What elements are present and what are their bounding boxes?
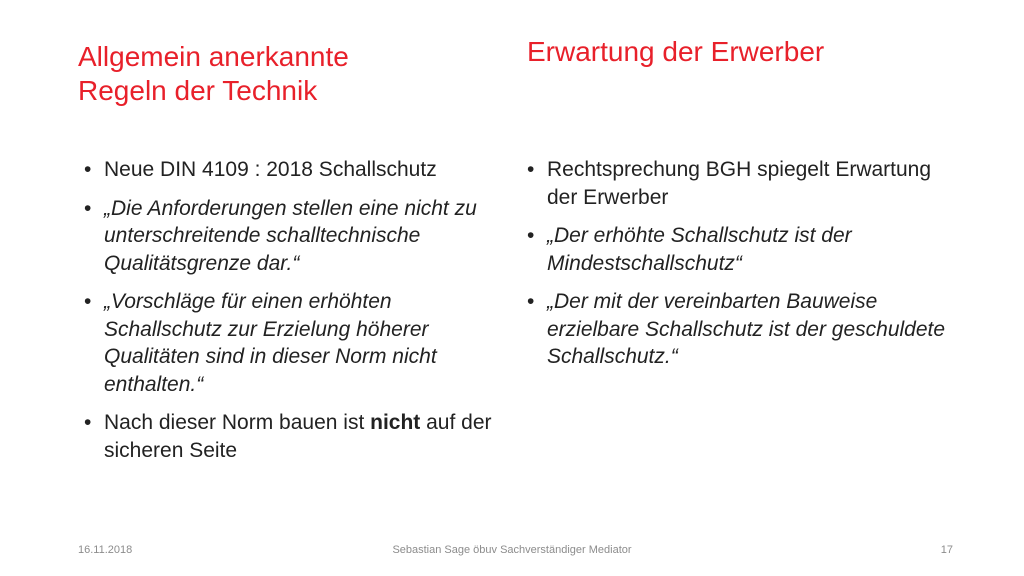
bullet-text: „Vorschläge für einen erhöhten Schallschutz zur Erzielung höherer Qualitäten sind in dieser Norm nicht enthalten.“ <box>104 290 437 396</box>
left-heading-line-1: Allgemein anerkannte <box>78 41 349 72</box>
bullet-text <box>104 411 492 462</box>
list-item <box>527 156 947 211</box>
bullet-icon: • <box>527 224 535 247</box>
left-column <box>84 156 504 475</box>
bullet-text: Rechtsprechung BGH spiegelt Erwartung der Erwerber <box>547 158 932 209</box>
right-bullet-list <box>527 156 947 371</box>
list-item <box>84 156 504 184</box>
bullet-text-bold: nicht <box>370 411 421 434</box>
bullet-icon: • <box>84 158 92 181</box>
bullet-icon: • <box>527 158 535 181</box>
list-item <box>84 288 504 398</box>
footer-date: 16.11.2018 <box>78 544 133 556</box>
bullet-text-before: Nach dieser Norm bauen ist <box>104 411 371 434</box>
footer-author: Sebastian Sage öbuv Sachverständiger Mediator <box>392 544 632 556</box>
right-column <box>527 156 947 382</box>
bullet-icon: • <box>527 290 535 313</box>
bullet-text: „Die Anforderungen stellen eine nicht zu unterschreitende schalltechnische Qualitätsgrenze dar.“ <box>104 196 477 275</box>
bullet-text-after: auf der sicheren Seite <box>104 411 492 462</box>
list-item <box>527 288 947 371</box>
bullet-text: „Der erhöhte Schallschutz ist der Mindestschallschutz“ <box>547 224 852 275</box>
footer-page-number: 17 <box>940 544 953 556</box>
bullet-icon: • <box>84 196 92 220</box>
bullet-text: Neue DIN 4109 : 2018 Schallschutz <box>104 158 437 181</box>
left-heading <box>78 40 498 108</box>
list-item <box>527 222 947 277</box>
left-bullet-list <box>84 156 504 464</box>
left-heading-line-2: Regeln der Technik <box>78 75 318 106</box>
list-item <box>84 409 504 464</box>
bullet-icon: • <box>84 411 92 434</box>
right-heading: Erwartung der Erwerber <box>527 36 825 67</box>
list-item <box>84 195 504 278</box>
bullet-icon: • <box>84 290 92 313</box>
bullet-text: „Der mit der vereinbarten Bauweise erzielbare Schallschutz ist der geschuldete Schallschutz.“ <box>547 290 946 368</box>
